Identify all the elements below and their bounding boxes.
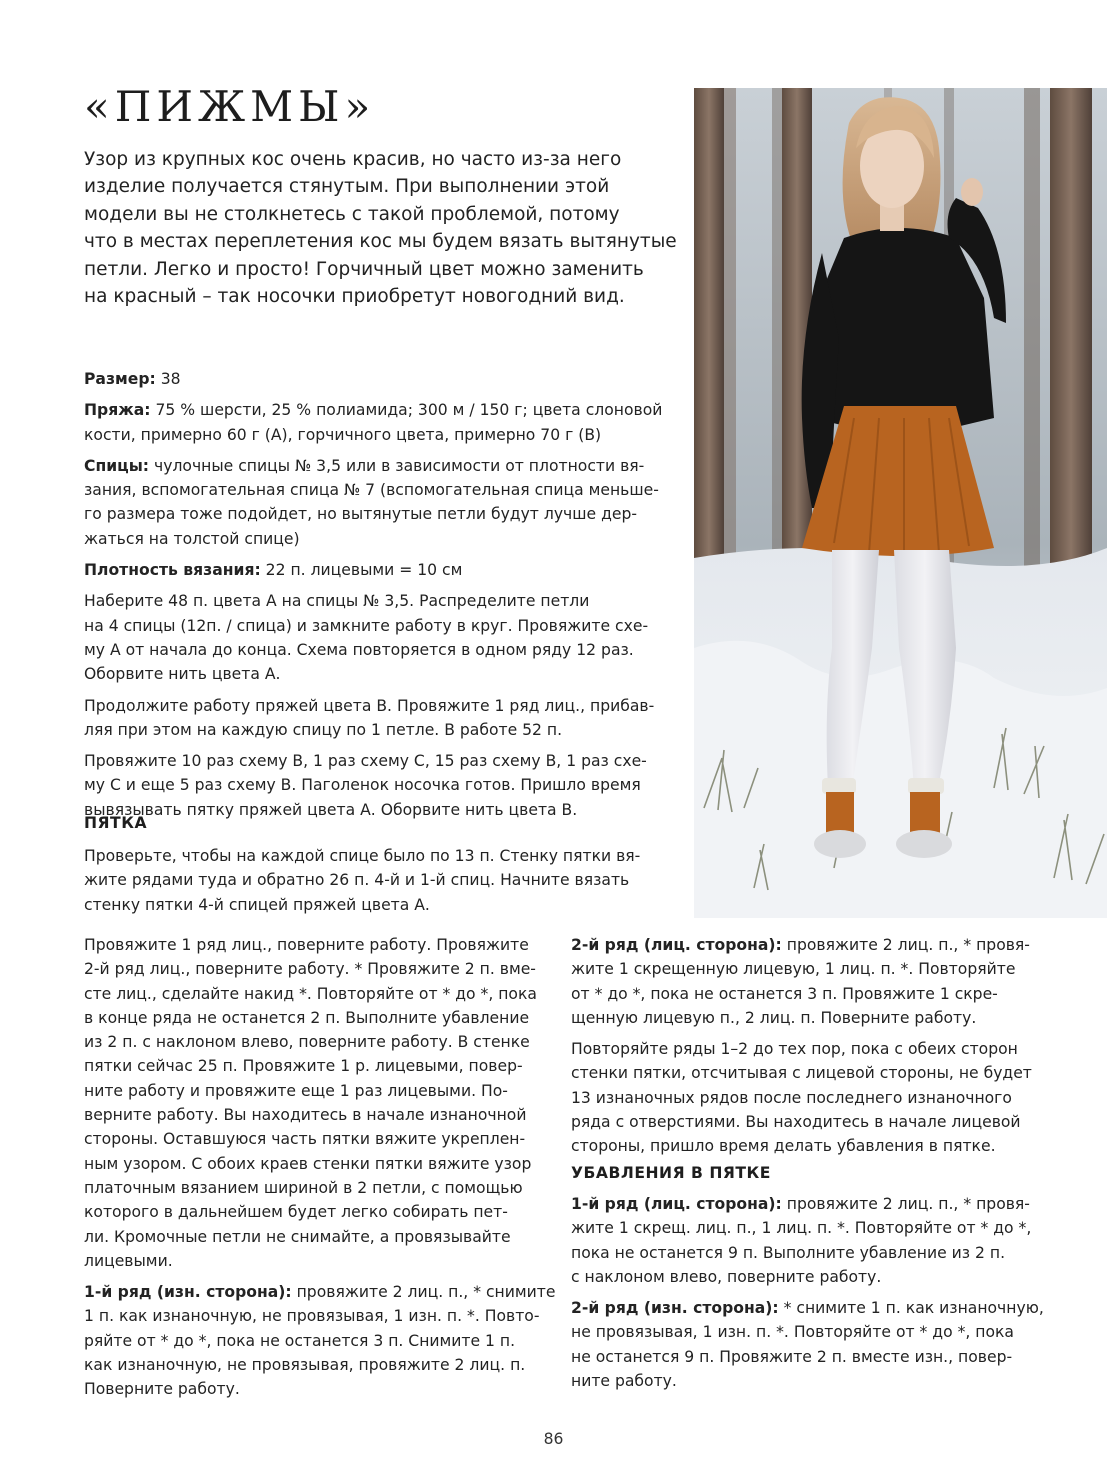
intro-line: модели вы не столкнетесь с такой проблемой, потому [84,203,620,225]
text-line: пока не останется 9 п. Выполните убавление из 2 п. [571,1243,1006,1262]
text-line: Наберите 48 п. цвета А на спицы № 3,5. Распределите петли [84,592,590,611]
spec-needles-value: жаться на толстой спице) [84,529,300,548]
continue-paragraph [84,694,684,743]
spec-needles-label: Спицы: [84,456,150,475]
heel-wall-paragraph [84,933,554,1273]
text-line: Провяжите 10 раз схему В, 1 раз схему С, 15 раз схему В, 1 раз схе- [84,752,647,771]
text-line: провяжите 2 лиц. п., * провя- [781,936,1030,954]
text-line: му С и еще 5 раз схему В. Паголенок носочка готов. Пришло время [84,776,641,795]
text-line: которого в дальнейшем будет легко собирать пет- [84,1203,508,1222]
spec-yarn-label: Пряжа: [84,401,151,420]
text-line: в конце ряда не останется 2 п. Выполните убавление [84,1008,530,1027]
text-line: провяжите 2 лиц. п., * провя- [781,1195,1030,1213]
text-line: Повторяйте ряды 1–2 до тех пор, пока с обеих сторон [571,1040,1018,1059]
text-line: жите 1 скрещ. лиц. п., 1 лиц. п. *. Повторяйте от * до *, [571,1219,1032,1238]
text-line: Продолжите работу пряжей цвета В. Провяжите 1 ряд лиц., прибав- [84,696,655,715]
row-label: 1-й ряд (лиц. сторона): [571,1195,782,1213]
spec-gauge-label: Плотность вязания: [84,561,261,580]
row-label: 2-й ряд (изн. сторона): [571,1299,779,1318]
text-line: как изнаночную, не провязывая, провяжите 2 лиц. п. [84,1356,526,1375]
text-line: пятки сейчас 25 п. Провяжите 1 р. лицевыми, повер- [84,1057,523,1076]
text-line: ните работу. [571,1372,677,1391]
text-line: ным узором. С обоих краев стенки пятки вяжите узор [84,1154,532,1173]
spec-needles-value: зания, вспомогательная спица № 7 (вспомогательная спица меньше- [84,481,659,500]
text-line: не провязывая, 1 изн. п. *. Повторяйте от * до *, пока [571,1323,1014,1342]
heel-decreases-heading: УБАВЛЕНИЯ В ПЯТКЕ [571,1164,771,1182]
text-line: щенную лицевую п., 2 лиц. п. Поверните работу. [571,1008,977,1027]
spec-gauge-value: 22 п. лицевыми = 10 см [260,561,463,580]
row-label: 2-й ряд (лиц. сторона): [571,936,782,954]
text-line: стенку пятки 4-й спицей пряжей цвета А. [84,895,430,914]
spec-needles-value: чулочные спицы № 3,5 или в зависимости от плотности вя- [149,456,645,475]
text-line: ряда с отверстиями. Вы находитесь в начале лицевой [571,1113,1021,1132]
text-line: верните работу. Вы находитесь в начале изнаночной [84,1106,527,1125]
intro-paragraph [84,146,677,310]
heel-decreases-block [571,1192,1051,1400]
intro-line: петли. Легко и просто! Горчичный цвет можно заменить [84,258,644,280]
text-line: стороны. Оставшуюся часть пятки вяжите укреплен- [84,1130,526,1149]
text-line: стороны, пришло время делать убавления в пятке. [571,1137,996,1156]
right-column [571,933,1051,1166]
schemes-paragraph [84,749,684,822]
text-line: с наклоном влево, поверните работу. [571,1267,882,1286]
text-line: ли. Кромочные петли не снимайте, а провязывайте [84,1227,511,1246]
intro-line: что в местах переплетения кос мы будем вязать вытянутые [84,231,677,253]
heel-row2-paragraph [571,933,1051,1030]
specs-block [84,367,684,829]
text-line: жите 1 скрещенную лицевую, 1 лиц. п. *. Повторяйте [571,960,1016,979]
text-line: му А от начала до конца. Схема повторяется в одном ряду 12 раз. [84,640,634,659]
intro-line: Узор из крупных кос очень красив, но часто из-за него [84,149,622,170]
text-line: провяжите 2 лиц. п., * снимите [291,1283,556,1302]
text-line: Провяжите 1 ряд лиц., поверните работу. Провяжите [84,936,529,954]
spec-size-label: Размер: [84,370,156,388]
spec-yarn-value: кости, примерно 60 г (А), горчичного цвета, примерно 70 г (В) [84,425,602,444]
heel-intro-paragraph [84,844,684,917]
text-line: из 2 п. с наклоном влево, поверните работу. В стенке [84,1033,530,1052]
left-column [84,933,554,1409]
page-title: «ПИЖМЫ» [84,82,376,131]
text-line: лицевыми. [84,1251,173,1270]
spec-size-value: 38 [155,370,181,388]
text-line: Поверните работу. [84,1380,240,1399]
text-line: 2-й ряд лиц., поверните работу. * Провяжите 2 п. вме- [84,960,536,979]
intro-line: изделие получается стянутым. При выполнении этой [84,176,610,198]
spec-yarn [84,398,684,447]
text-line: Проверьте, чтобы на каждой спице было по 13 п. Стенку пятки вя- [84,847,641,865]
text-line: вывязывать пятку пряжей цвета А. Оборвите нить цвета В. [84,800,578,819]
dec-row2-paragraph [571,1296,1051,1393]
intro-line: на красный – так носочки приобретут новогодний вид. [84,286,625,308]
spec-yarn-value: 75 % шерсти, 25 % полиамида; 300 м / 150 г; цвета слоновой [150,401,663,420]
text-line: жите рядами туда и обратно 26 п. 4-й и 1-й спиц. Начните вязать [84,871,630,890]
woman-in-snowy-forest-photo [694,88,1107,918]
page-number: 86 [543,1430,564,1448]
spec-size [84,367,684,391]
text-line: платочным вязанием шириной в 2 петли, с помощью [84,1178,523,1197]
text-line: ряйте от * до *, пока не останется 3 п. Снимите 1 п. [84,1331,516,1350]
text-line: стенки пятки, отсчитывая с лицевой стороны, не будет [571,1064,1032,1083]
text-line: ляя при этом на каждую спицу по 1 петле. В работе 52 п. [84,720,563,739]
spec-needles-value: го размера тоже подойдет, но вытянутые петли будут лучше дер- [84,505,637,524]
repeat-rows-paragraph [571,1037,1051,1158]
cast-on-paragraph [84,589,684,686]
heel-heading: ПЯТКА [84,814,148,832]
text-line: не останется 9 п. Провяжите 2 п. вместе изн., повер- [571,1347,1013,1366]
spec-gauge [84,558,684,582]
heel-row1-paragraph [84,1280,554,1401]
text-line: 13 изнаночных рядов после последнего изнаночного [571,1088,1012,1107]
spec-needles [84,454,684,551]
model-photo [694,88,1107,918]
text-line: на 4 спицы (12п. / спица) и замкните работу в круг. Провяжите схе- [84,616,649,635]
dec-row1-paragraph [571,1192,1051,1289]
text-line: сте лиц., сделайте накид *. Повторяйте от * до *, пока [84,984,537,1003]
text-line: * снимите 1 п. как изнаночную, [778,1299,1044,1318]
text-line: ните работу и провяжите еще 1 раз лицевыми. По- [84,1081,508,1100]
text-line: Оборвите нить цвета А. [84,665,281,684]
row-label: 1-й ряд (изн. сторона): [84,1283,292,1302]
text-line: от * до *, пока не останется 3 п. Провяжите 1 скре- [571,984,998,1003]
text-line: 1 п. как изнаночную, не провязывая, 1 изн. п. *. Повто- [84,1307,540,1326]
